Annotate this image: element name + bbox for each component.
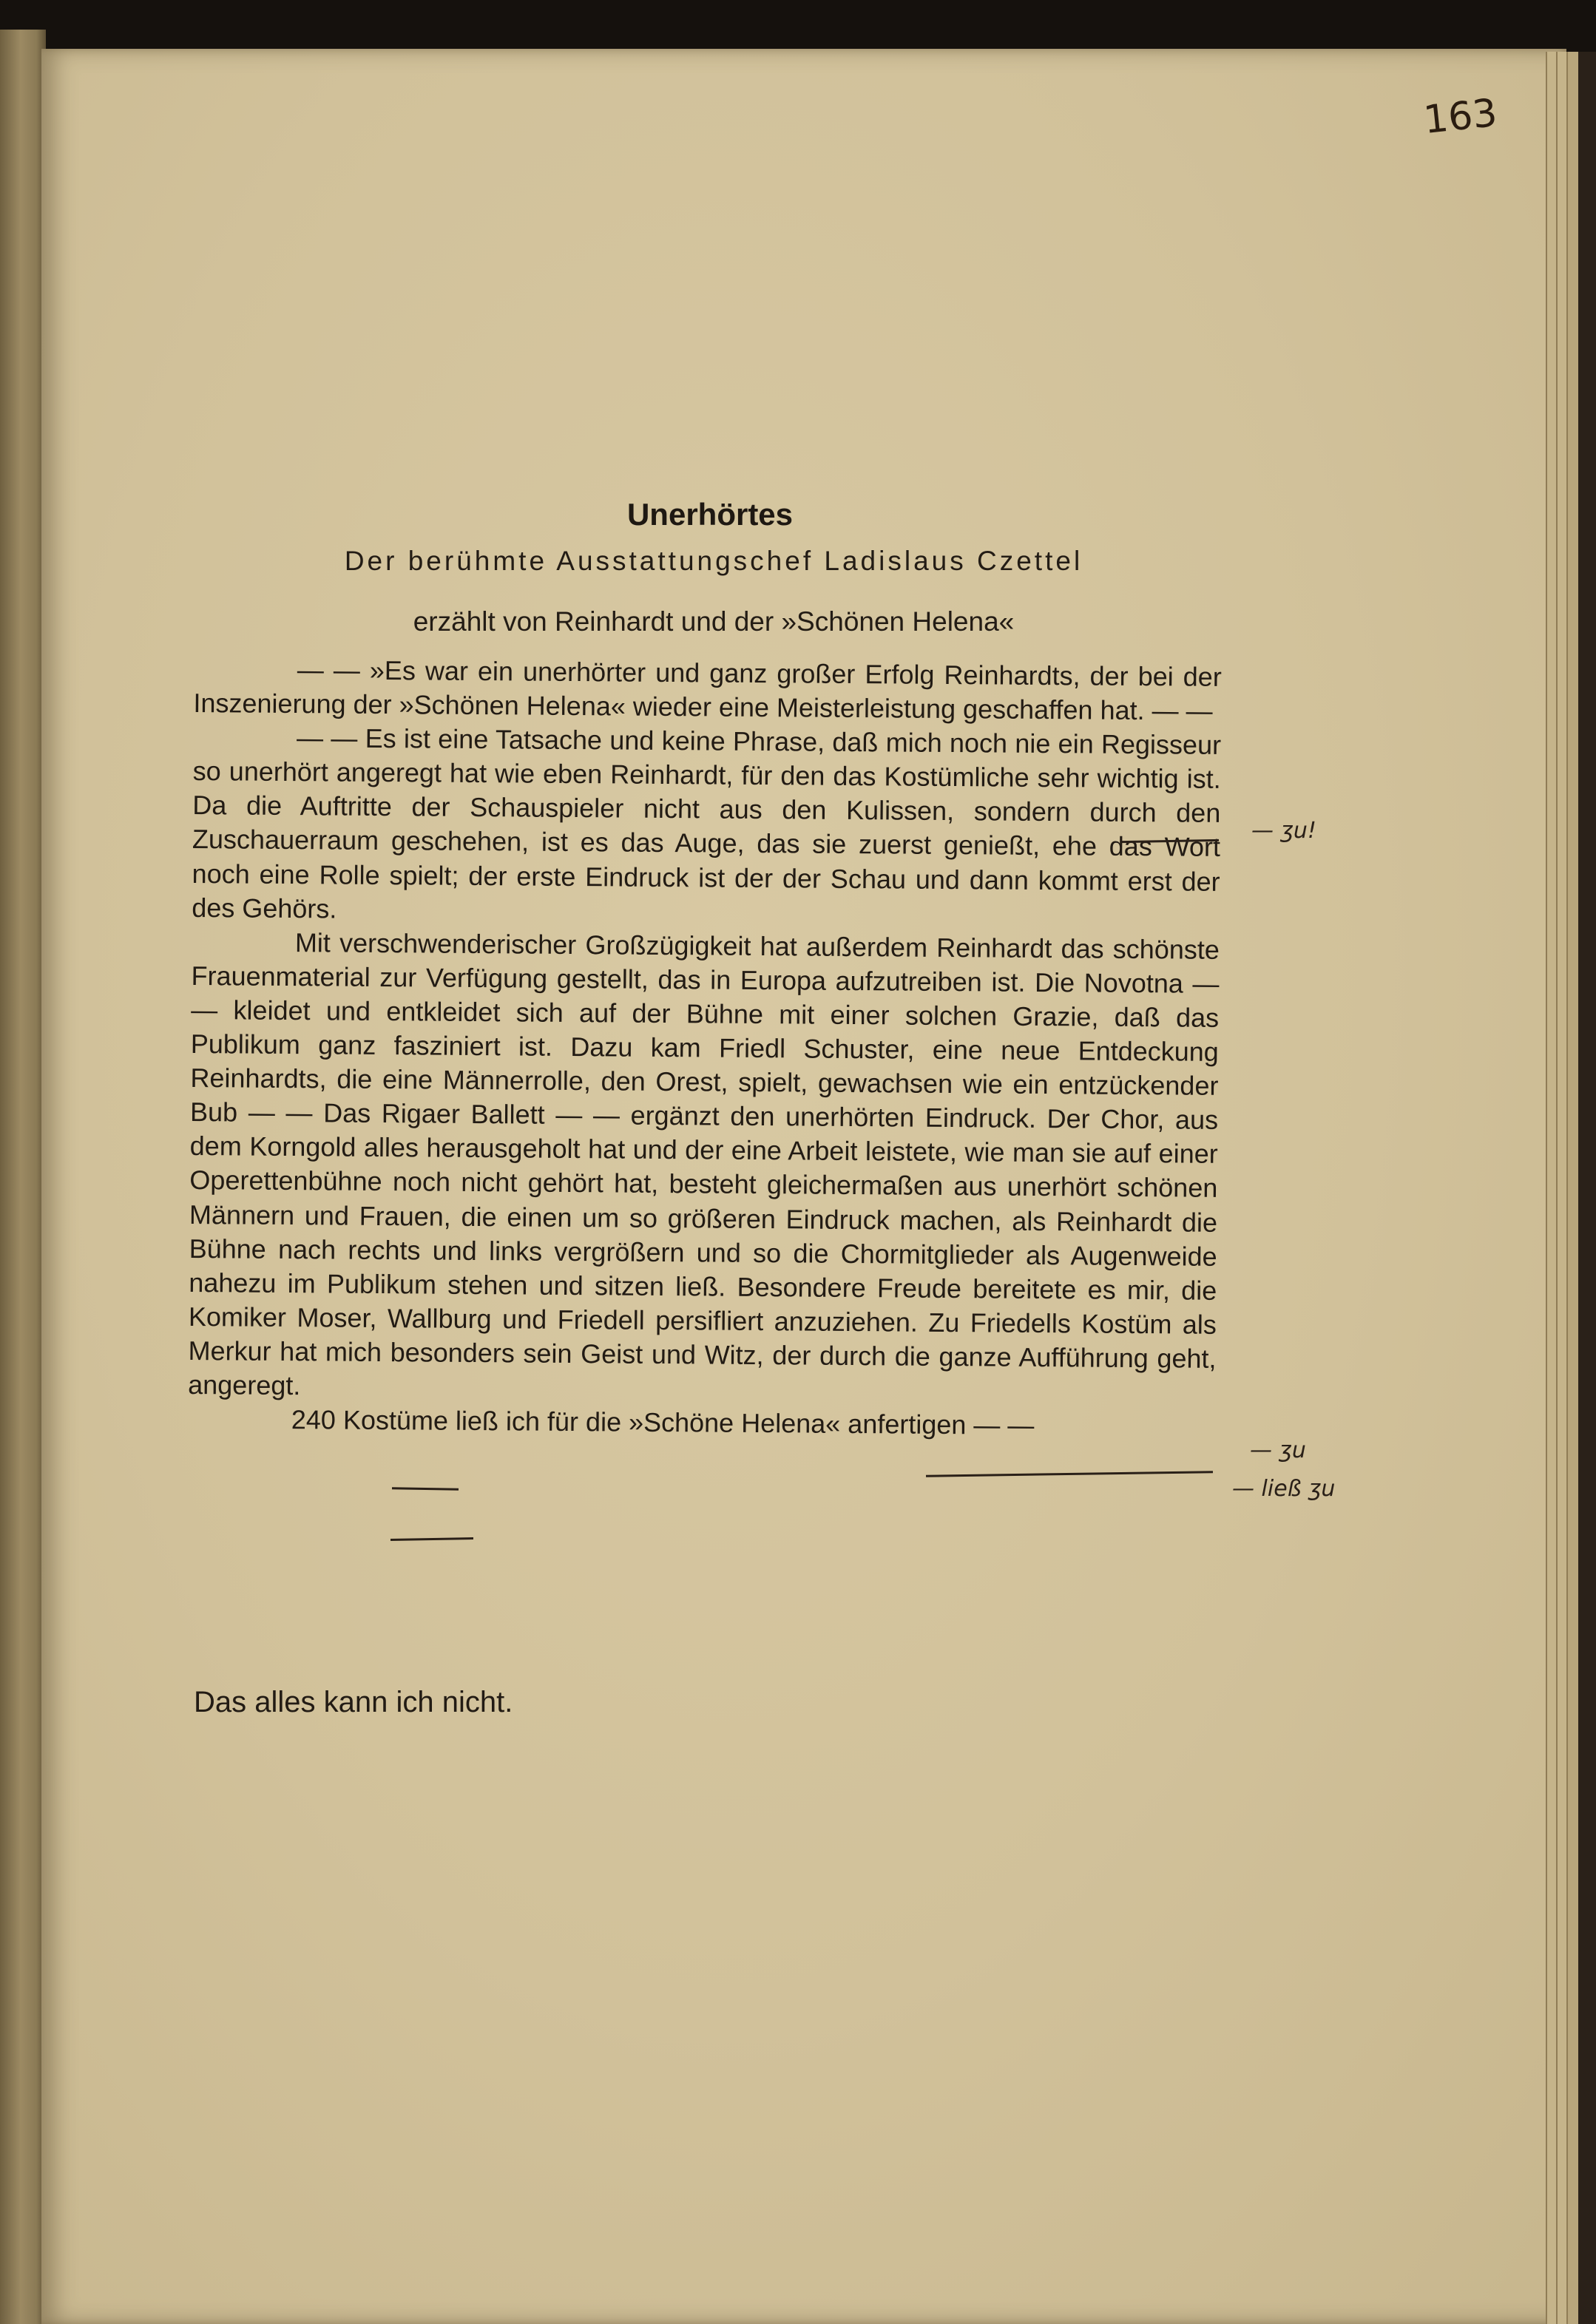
marginal-note: — ʒu xyxy=(1250,1437,1306,1463)
paragraph-3: Mit verschwenderischer Großzügigkeit hat außerdem Reinhardt das schönste Frauenmaterial zur Verfügung gestellt, das in Europa aufzutreiben ist. Die Novotna — — kleidet und entkleidet sich auf der Bühne mit einer solchen Grazie, daß das Publikum ganz fasziniert ist. Dazu kam Friedl Schuster, eine neue Entdeckung Reinhardts, die eine Männerrolle, den Orest, spielt, gewachsen wie ein entzückender Bub — — Das Rigaer Ballett — — ergänzt den unerhörten Eindruck. Der Chor, aus dem Korngold alles herausgeholt hat und der eine Arbeit leistete, wie man sie auf einer Operettenbühne noch nicht gehört hat, besteht gleichermaßen aus unerhört schönen Männern und Frauen, die einen um so größeren Eindruck machen, als Reinhardt die Bühne nach rechts und links vergrößern und so die Chormitglieder als Augenweide nahezu im Publikum stehen und sitzen ließ. Besondere Freude bereitete es mir, die Komiker Moser, Wallburg und Friedell persifliert anzuziehen. Zu Friedells Kostüm als Merkur hat mich besonders sein Geist und Witz, der durch die ganze Aufführung geht, angeregt. xyxy=(188,926,1220,1401)
page-number: 163 xyxy=(1421,90,1500,143)
marginal-note: — ʒu! xyxy=(1251,818,1316,844)
facing-page-edge xyxy=(0,30,46,2324)
paragraph-4: 240 Kostüme ließ ich für die »Schöne Helena« anfertigen — — xyxy=(291,1404,1035,1441)
paragraph-2: — — Es ist eine Tatsache und keine Phrase, daß mich noch nie ein Regisseur so unerhört angeregt hat wie eben Reinhardt, für den das Kostümliche sehr wichtig ist. Da die Auftritte der Schauspieler nicht aus den Kulissen, sondern durch den Zuschauerraum geschehen, ist es das Auge, das sie zuerst genießt, ehe das Wort noch eine Rolle spielt; der erste Eindruck ist der der Schau und dann kommt erst der des Gehörs. xyxy=(192,722,1222,924)
scan-background xyxy=(0,0,1596,52)
marginal-note: — ließ ʒu xyxy=(1232,1476,1336,1502)
article-subtitle-line2: erzählt von Reinhardt und der »Schönen Helena« xyxy=(413,606,1015,637)
closing-line: Das alles kann ich nicht. xyxy=(194,1686,513,1718)
paragraph-1: — — »Es war ein unerhörter und ganz großer Erfolg Reinhardts, der bei der Inszenierung der »Schönen Helena« wieder eine Meisterleistung geschaffen hat. — — xyxy=(193,654,1222,726)
article-subtitle-line1: Der berühmte Ausstattungschef Ladislaus Czettel xyxy=(344,546,1083,576)
article-body xyxy=(188,652,1222,1444)
article-title: Unerhörtes xyxy=(626,497,794,532)
book-cover-edge xyxy=(1578,52,1596,2324)
